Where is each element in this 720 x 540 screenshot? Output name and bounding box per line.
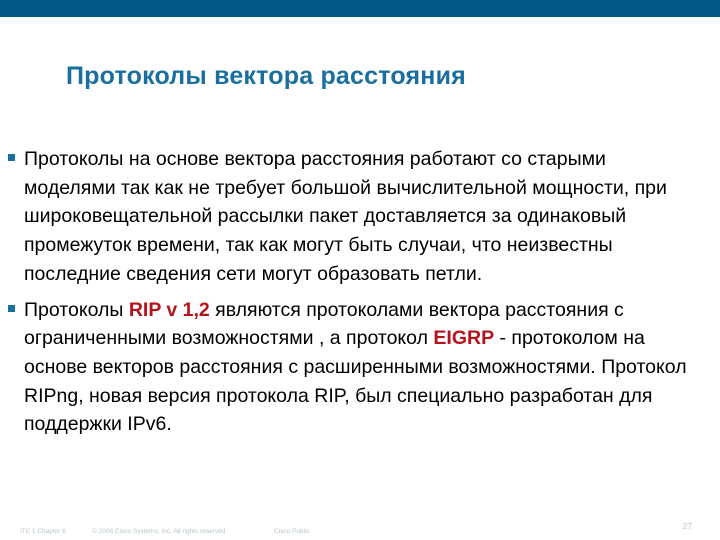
- footer-course: ITE 1 Chapter 6: [20, 528, 66, 535]
- highlight-rip: RIP v 1,2: [128, 298, 210, 321]
- bullet-text-2c: - протоколом на основе векторов расстояния с расширенными возможностями. Протокол RIPng, новая версия протокола RIP, был специально разработан для поддержки IPv6.: [24, 327, 687, 436]
- bullet-item-1: [8, 145, 698, 289]
- bullet-text-2b: являются протоколами вектора расстояния с ограниченными возможностями , а протокол: [24, 298, 624, 350]
- header-bar: [0, 0, 720, 17]
- highlight-eigrp: EIGRP: [433, 327, 495, 350]
- bullet-square-icon: [8, 305, 15, 312]
- page-number: 27: [682, 521, 692, 531]
- bullet-square-icon: [8, 154, 15, 161]
- bullet-list: [8, 145, 698, 446]
- slide-title: Протоколы вектора расстояния: [66, 62, 466, 90]
- bullet-item-2: [8, 296, 698, 440]
- footer-classification: Cisco Public: [274, 528, 310, 535]
- footer-copyright: © 2006 Cisco Systems, Inc. All rights reserved.: [92, 528, 228, 535]
- bullet-text-1: Протоколы на основе вектора расстояния работают со старыми моделями так как не требует большой вычислительной мощности, при широковещательной рассылки пакет доставляется за одинаковый промежуток времени, так как могут быть случаи, что неизвестны последние сведения сети могут образовать петли.: [24, 148, 667, 285]
- footer: [0, 524, 720, 538]
- bullet-text-2a: Протоколы: [24, 298, 129, 321]
